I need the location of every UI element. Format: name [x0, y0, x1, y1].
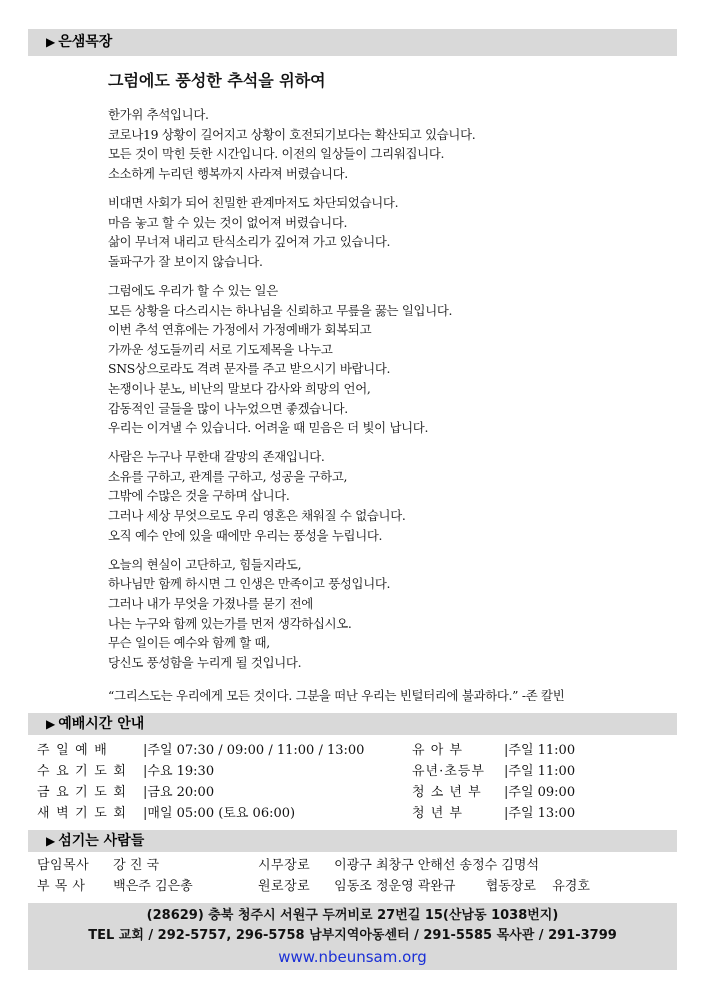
article-stanza — [108, 105, 668, 183]
schedule-row — [412, 740, 575, 761]
article-title: 그럼에도 풍성한 추석을 위하여 — [108, 71, 326, 90]
church-info-footer — [28, 903, 677, 970]
article-line: 소유를 구하고, 관계를 구하고, 성공을 구하고, — [108, 468, 348, 484]
article-line: 나는 누구와 함께 있는가를 먼저 생각하십시오. — [108, 615, 352, 631]
staff-role: 협동장로 — [485, 879, 536, 894]
article-line: 무슨 일이든 예수와 함께 할 때, — [108, 635, 270, 651]
staff-role: 부 목 사 — [37, 879, 86, 894]
schedule-row — [412, 782, 575, 803]
schedule-label: 새 벽 기 도 회 — [37, 806, 128, 821]
staff-role: 담임목사 — [37, 858, 90, 873]
article-stanza — [108, 447, 668, 545]
worship-schedule-left — [37, 740, 364, 824]
schedule-row — [37, 740, 364, 761]
article-line: 논쟁이나 분노, 비난의 말보다 감사와 희망의 언어, — [108, 380, 371, 396]
church-website-link[interactable]: www.nbeunsam.org — [278, 948, 427, 966]
article-body — [108, 105, 668, 682]
schedule-label: 유년·초등부 — [412, 764, 485, 779]
article-line: 소소하게 누리던 행복까지 사라져 버렸습니다. — [108, 165, 348, 181]
triangle-right-icon: ▶ — [46, 834, 56, 848]
staff-row — [258, 876, 590, 897]
article-stanza — [108, 555, 668, 673]
article-line: 오늘의 현실이 고단하고, 힘들지라도, — [108, 556, 302, 572]
triangle-right-icon: ▶ — [46, 717, 56, 731]
article-line: 감동적인 글들을 많이 나누었으면 좋겠습니다. — [108, 400, 348, 416]
article-line: 모든 상황을 다스리시는 하나님을 신뢰하고 무릎을 꿇는 일입니다. — [108, 302, 453, 318]
article-line: 사람은 누구나 무한대 갈망의 존재입니다. — [108, 449, 325, 465]
schedule-label: 청 소 년 부 — [412, 785, 482, 800]
schedule-time: |주일 11:00 — [504, 743, 576, 758]
schedule-time: |금요 20:00 — [143, 785, 215, 800]
article-line: 그러나 세상 무엇으로도 우리 영혼은 채워질 수 없습니다. — [108, 508, 406, 524]
schedule-label: 유 아 부 — [412, 743, 463, 758]
schedule-row — [412, 803, 575, 824]
staff-right — [258, 855, 590, 897]
schedule-row — [412, 761, 575, 782]
schedule-time: |수요 19:30 — [143, 764, 215, 779]
schedule-label: 주 일 예 배 — [37, 743, 109, 758]
schedule-row — [37, 761, 364, 782]
worship-schedule-right — [412, 740, 575, 824]
schedule-label: 수 요 기 도 회 — [37, 764, 128, 779]
triangle-right-icon: ▶ — [46, 35, 56, 49]
staff-row — [258, 855, 590, 876]
church-address: (28629) 충북 청주시 서원구 두꺼비로 27번길 15(산남동 1038번지) — [146, 908, 559, 923]
article-line: 오직 예수 안에 있을 때에만 우리는 풍성을 누립니다. — [108, 527, 383, 543]
schedule-label: 금 요 기 도 회 — [37, 785, 128, 800]
article-line: 당신도 풍성함을 누리게 될 것입니다. — [108, 654, 302, 670]
article-line: 그밖에 수많은 것을 구하며 삽니다. — [108, 488, 290, 504]
schedule-time: |주일 11:00 — [504, 764, 576, 779]
article-line: 하나님만 함께 하시면 그 인생은 만족이고 풍성입니다. — [108, 576, 391, 592]
article-line: 이번 추석 연휴에는 가정에서 가정예배가 회복되고 — [108, 322, 372, 338]
article-line: 우리는 이겨낼 수 있습니다. 어려울 때 믿음은 더 빛이 납니다. — [108, 420, 429, 436]
article-line: 마음 놓고 할 수 있는 것이 없어져 버렸습니다. — [108, 214, 348, 230]
staff-role: 시무장로 — [258, 858, 311, 873]
section-header-staff — [28, 830, 677, 852]
staff-role: 원로장로 — [258, 879, 311, 894]
article-quote: “그리스도는 우리에게 모든 것이다. 그분을 떠난 우리는 빈털터리에 불과하다.” -존 칼빈 — [108, 688, 565, 703]
staff-names: 이광구 최창구 안해선 송정수 김명석 — [334, 858, 540, 873]
section-title: 섬기는 사람들 — [58, 833, 145, 849]
schedule-time: |주일 09:00 — [504, 785, 576, 800]
article-line: 모든 것이 막힌 듯한 시간입니다. 이전의 일상들이 그리워집니다. — [108, 146, 445, 162]
article-line: 그럼에도 우리가 할 수 있는 일은 — [108, 282, 278, 298]
staff-names: 백은주 김은총 — [113, 879, 193, 894]
schedule-time: |매일 05:00 (토요 06:00) — [143, 806, 296, 821]
staff-left — [37, 855, 193, 897]
article-stanza — [108, 281, 668, 438]
staff-names: 강 진 국 — [113, 858, 160, 873]
article-line: 가까운 성도들끼리 서로 기도제목을 나누고 — [108, 341, 333, 357]
article-line: 비대면 사회가 되어 친밀한 관계마저도 차단되었습니다. — [108, 194, 399, 210]
section-header-worship-times — [28, 713, 677, 735]
schedule-time: |주일 07:30 / 09:00 / 11:00 / 13:00 — [143, 743, 365, 758]
staff-names: 유경호 — [552, 879, 590, 894]
schedule-time: |주일 13:00 — [504, 806, 576, 821]
church-phones: TEL 교회 / 292-5757, 296-5758 남부지역아동센터 / 291-5585 목사관 / 291-3799 — [88, 928, 617, 943]
staff-row — [37, 855, 193, 876]
article-line: 삶이 무너져 내리고 탄식소리가 깊어져 가고 있습니다. — [108, 234, 391, 250]
article-line: 돌파구가 잘 보이지 않습니다. — [108, 253, 263, 269]
staff-row — [37, 876, 193, 897]
schedule-row — [37, 782, 364, 803]
article-line: SNS상으로라도 격려 문자를 주고 받으시기 바랍니다. — [108, 361, 391, 377]
article-stanza — [108, 193, 668, 271]
section-title: 은샘목장 — [58, 34, 113, 50]
article-line: 코로나19 상황이 길어지고 상황이 호전되기보다는 확산되고 있습니다. — [108, 126, 476, 142]
section-title: 예배시간 안내 — [58, 716, 145, 732]
staff-names: 임동조 정운영 곽완규 — [334, 879, 456, 894]
schedule-row — [37, 803, 364, 824]
section-header-eunsam — [28, 29, 677, 56]
article-line: 한가위 추석입니다. — [108, 107, 209, 122]
schedule-label: 청 년 부 — [412, 806, 463, 821]
article-line: 그러나 내가 무엇을 가졌나를 묻기 전에 — [108, 596, 313, 612]
